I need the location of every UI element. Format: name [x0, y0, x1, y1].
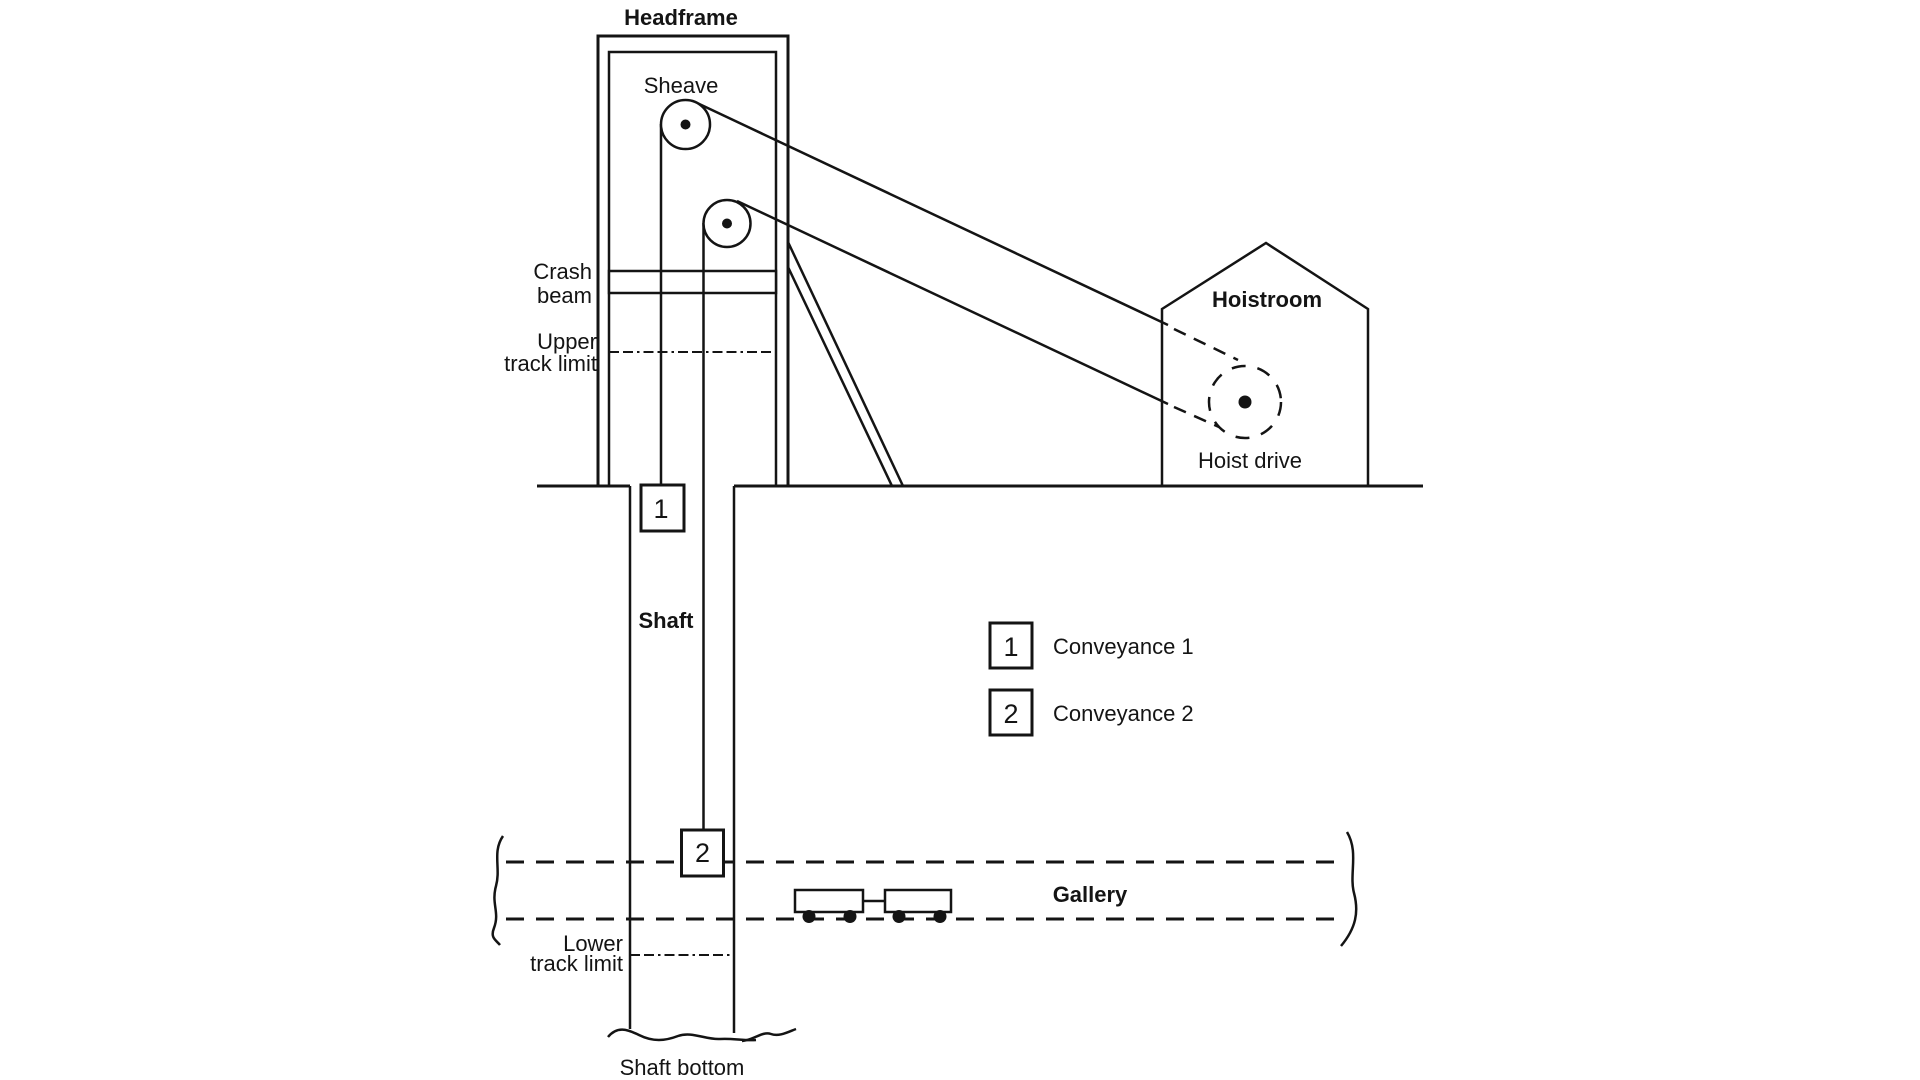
gallery-label: Gallery	[1052, 882, 1128, 907]
conveyance-2-cage-number: 2	[694, 838, 711, 868]
headframe-brace-right	[788, 242, 903, 486]
headframe-label: Headframe	[624, 5, 738, 30]
crash-beam	[609, 271, 776, 293]
shaft-bottom-wave-2	[742, 1029, 796, 1041]
sheave-2-axle	[722, 219, 732, 229]
lower-track-limit-label-line2: track limit	[530, 951, 623, 976]
legend-label-1: Conveyance 1	[1053, 634, 1194, 659]
mine-car-wheel	[893, 910, 906, 923]
sheave-1-axle	[681, 120, 691, 130]
rope-sheave2-to-hoist	[737, 201, 1168, 404]
hoistroom-label: Hoistroom	[1212, 287, 1322, 312]
crash-beam-label-line2: beam	[536, 283, 592, 308]
mine-car-1	[795, 890, 863, 912]
sheave-label: Sheave	[643, 73, 719, 98]
gallery-break-left	[493, 836, 503, 945]
conveyance-1-cage-number: 1	[653, 494, 669, 524]
gallery-break-right	[1341, 832, 1356, 946]
mine-car-wheel	[844, 910, 857, 923]
mine-car-2	[885, 890, 951, 912]
lower-track-limit-label-line1: Lower	[563, 931, 623, 956]
upper-track-limit-label-line1: Upper	[537, 329, 597, 354]
rope-hidden-1	[1174, 329, 1238, 360]
mine-car-wheel	[934, 910, 947, 923]
hoist-drive-label: Hoist drive	[1198, 448, 1302, 473]
legend-label-2: Conveyance 2	[1053, 701, 1194, 726]
rope-hidden-2	[1174, 407, 1219, 427]
mine-car-wheel	[803, 910, 816, 923]
legend-symbol-2: 2	[1003, 699, 1019, 729]
hoist-drive-axle	[1239, 396, 1252, 409]
upper-track-limit-label-line2: track limit	[504, 351, 597, 376]
legend-symbol-1: 1	[1003, 632, 1019, 662]
shaft-bottom-label: Shaft bottom	[619, 1055, 745, 1080]
crash-beam-label-line1: Crash	[533, 259, 592, 284]
shaft-label: Shaft	[638, 608, 694, 633]
headframe-brace-left	[788, 267, 892, 486]
